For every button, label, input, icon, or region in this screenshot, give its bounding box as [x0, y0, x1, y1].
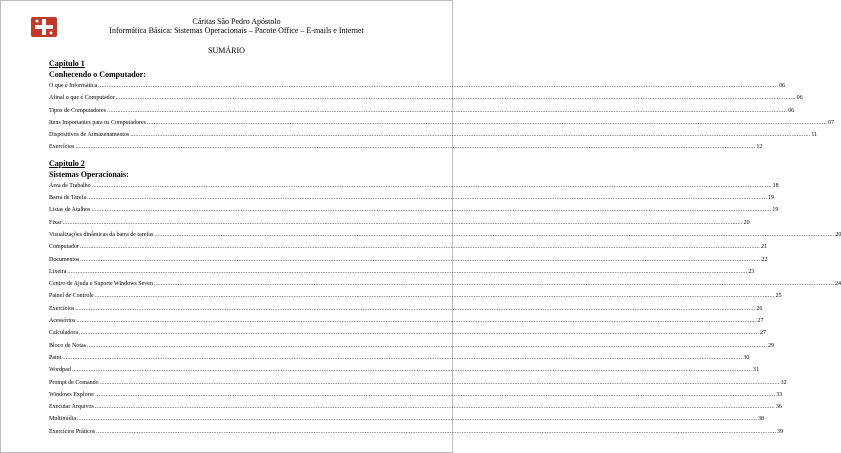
toc-entry-title: Executar Arquivos [49, 404, 94, 411]
toc-dot-leader: ................................................................................................................................................................................................................................................................................................................................................................................................................ [76, 318, 757, 325]
toc-entry-title: Paint [49, 354, 62, 361]
toc-entry-page: 21 [761, 244, 767, 251]
toc-dot-leader: ................................................................................................................................................................................................................................................................................................................................................................................................................ [71, 367, 752, 374]
toc-entry [49, 182, 779, 194]
toc-entry [49, 243, 767, 255]
toc-entry-page: 26 [756, 305, 763, 312]
toc-dot-leader: ................................................................................................................................................................................................................................................................................................................................................................................................................ [154, 231, 835, 238]
toc-entry [49, 131, 818, 143]
caritas-logo-icon [31, 17, 57, 37]
toc-entry-title: Afinal o que é Computador [49, 95, 115, 102]
toc-entry [49, 107, 795, 119]
toc-entry-title: Itens Importantes para os Computadores [49, 119, 146, 126]
toc-entry-page: 36 [775, 404, 782, 411]
toc-entry [49, 342, 774, 354]
toc-dot-leader: ................................................................................................................................................................................................................................................................................................................................................................................................................ [62, 219, 743, 226]
toc-entry-page: 23 [748, 268, 755, 275]
toc-dot-leader: ................................................................................................................................................................................................................................................................................................................................................................................................................ [107, 107, 788, 114]
toc-entry-title: Centro de Ajuda e Suporte Windows Seven [49, 281, 153, 288]
toc-entry [49, 305, 763, 317]
toc-dot-leader: ................................................................................................................................................................................................................................................................................................................................................................................................................ [75, 305, 756, 312]
toc-entry [49, 268, 755, 280]
toc-entry [49, 403, 782, 415]
toc-entry-page: 27 [760, 330, 766, 337]
toc-entry [49, 280, 841, 292]
toc-entry-title: Exercícios [49, 305, 75, 312]
toc-entry-page: 22 [761, 256, 768, 263]
toc-entry-title: Multimídia [49, 416, 76, 423]
toc-entry-page: 19 [772, 207, 779, 214]
toc-dot-leader: ................................................................................................................................................................................................................................................................................................................................................................................................................ [91, 207, 772, 214]
toc-entry [49, 329, 766, 341]
toc-entry [49, 379, 787, 391]
toc-entry-title: Área de Trabalho [49, 182, 91, 189]
toc-entry-title: Exercícios [49, 144, 75, 151]
toc-dot-leader: ................................................................................................................................................................................................................................................................................................................................................................................................................ [75, 144, 756, 151]
toc-entry-page: 27 [757, 318, 764, 325]
toc-entry [49, 391, 783, 403]
toc-entry-title: Wordpad [49, 367, 71, 374]
toc-entry-page: 06 [788, 107, 795, 114]
toc-entry-page: 06 [779, 83, 786, 89]
toc-entry-title: Documentos [49, 256, 80, 263]
toc-dot-leader: ................................................................................................................................................................................................................................................................................................................................................................................................................ [79, 330, 759, 337]
toc-entry-title: Barra de Tarefa [49, 195, 87, 202]
toc-entry [49, 317, 764, 329]
toc-entry-title: O que é Informática [49, 83, 98, 89]
toc-dot-leader: ................................................................................................................................................................................................................................................................................................................................................................................................................ [62, 354, 743, 361]
chapter-title: Sistemas Operacionais: [49, 169, 129, 179]
toc-dot-leader: ................................................................................................................................................................................................................................................................................................................................................................................................................ [87, 195, 768, 202]
toc-entry-title: Tipos de Computadores [49, 107, 107, 114]
toc-entry-page: 30 [743, 354, 750, 361]
toc-entry [49, 231, 841, 243]
toc-entry [49, 354, 750, 366]
toc-entry [49, 94, 803, 106]
toc-dot-leader: ................................................................................................................................................................................................................................................................................................................................................................................................................ [80, 256, 761, 263]
toc-dot-leader: ................................................................................................................................................................................................................................................................................................................................................................................................................ [98, 83, 779, 89]
toc-entry-page: 29 [768, 342, 774, 349]
toc-entry-title: Windows Explorer [49, 391, 95, 398]
toc-entry-page: 11 [811, 132, 818, 139]
chapter-label: Capítulo 1 [49, 59, 85, 68]
toc-entry-title: Calculadora [49, 330, 78, 337]
toc-entry-page: 24 [834, 281, 841, 288]
header-organization: Cáritas São Pedro Apóstolo [192, 17, 281, 26]
toc-dot-leader: ................................................................................................................................................................................................................................................................................................................................................................................................................ [96, 428, 777, 435]
toc-dot-leader: ................................................................................................................................................................................................................................................................................................................................................................................................................ [130, 132, 811, 139]
toc-dot-leader: ................................................................................................................................................................................................................................................................................................................................................................................................................ [95, 391, 776, 398]
toc-entry [49, 143, 763, 155]
document-header [61, 17, 412, 35]
toc-entry-title: Visualizações dinâmicas da barra de tarefas [49, 231, 154, 238]
toc-entry-title: Prompt de Comando [49, 379, 99, 386]
toc-entry-title: Lixeira [49, 268, 67, 275]
toc-dot-leader: ................................................................................................................................................................................................................................................................................................................................................................................................................ [77, 416, 757, 423]
toc-entry-title: Painel de Controle [49, 293, 94, 300]
toc-entry-page: 32 [780, 379, 787, 386]
toc-dot-leader: ................................................................................................................................................................................................................................................................................................................................................................................................................ [67, 268, 748, 275]
toc-entry-title: Computador [49, 244, 79, 251]
toc-entry-page: 39 [777, 428, 784, 435]
toc-dot-leader: ................................................................................................................................................................................................................................................................................................................................................................................................................ [115, 95, 796, 102]
chapter-label: Capítulo 2 [49, 158, 85, 168]
toc-entry [49, 119, 834, 131]
toc-entry-page: 18 [772, 182, 779, 189]
summary-title: SUMÁRIO [208, 46, 245, 55]
toc-entry-title: Listas de Atalhos [49, 207, 91, 214]
toc-entry-page: 20 [743, 219, 750, 226]
toc-entry [49, 415, 764, 427]
toc-entry-page: 38 [758, 416, 764, 423]
toc-entry-title: Exercícios Práticos [49, 428, 96, 435]
toc-entry-page: 25 [775, 293, 782, 300]
toc-entry [49, 219, 750, 231]
toc-entry [49, 256, 768, 268]
toc-entry-title: Bloco de Notas [49, 342, 86, 349]
toc-entry [49, 428, 784, 440]
header-course-title: Informática Básica: Sistemas Operacionais – Pacote Office – E-mails e Internet [109, 26, 364, 35]
toc-entry-page: 33 [776, 391, 783, 398]
toc-dot-leader: ................................................................................................................................................................................................................................................................................................................................................................................................................ [87, 342, 767, 349]
toc-entry [49, 206, 779, 218]
toc-entry [49, 194, 775, 206]
toc-entry-title: Fixar [49, 219, 62, 226]
toc-dot-leader: ................................................................................................................................................................................................................................................................................................................................................................................................................ [146, 119, 827, 126]
toc-dot-leader: ................................................................................................................................................................................................................................................................................................................................................................................................................ [91, 182, 772, 189]
toc-dot-leader: ................................................................................................................................................................................................................................................................................................................................................................................................................ [94, 404, 775, 411]
toc-entry-page: 12 [756, 144, 763, 151]
toc-entry-page: 20 [835, 231, 841, 238]
toc-entry-title: Dispositivos de Armazenamentos [49, 132, 130, 139]
toc-dot-leader: ................................................................................................................................................................................................................................................................................................................................................................................................................ [94, 293, 775, 300]
table-of-contents [49, 59, 841, 440]
toc-dot-leader: ................................................................................................................................................................................................................................................................................................................................................................................................................ [80, 244, 760, 251]
toc-dot-leader: ................................................................................................................................................................................................................................................................................................................................................................................................................ [99, 379, 780, 386]
toc-entry-page: 07 [827, 119, 834, 126]
toc-entry-page: 31 [752, 367, 759, 374]
toc-entry-page: 06 [796, 95, 803, 102]
toc-entry-title: Acessórios [49, 318, 76, 325]
chapter-title: Conhecendo o Computador: [49, 70, 146, 79]
toc-entry-page: 19 [768, 195, 775, 202]
toc-entry [49, 292, 782, 304]
toc-entry [49, 366, 759, 378]
toc-entry [49, 82, 786, 94]
toc-dot-leader: ................................................................................................................................................................................................................................................................................................................................................................................................................ [153, 281, 834, 288]
